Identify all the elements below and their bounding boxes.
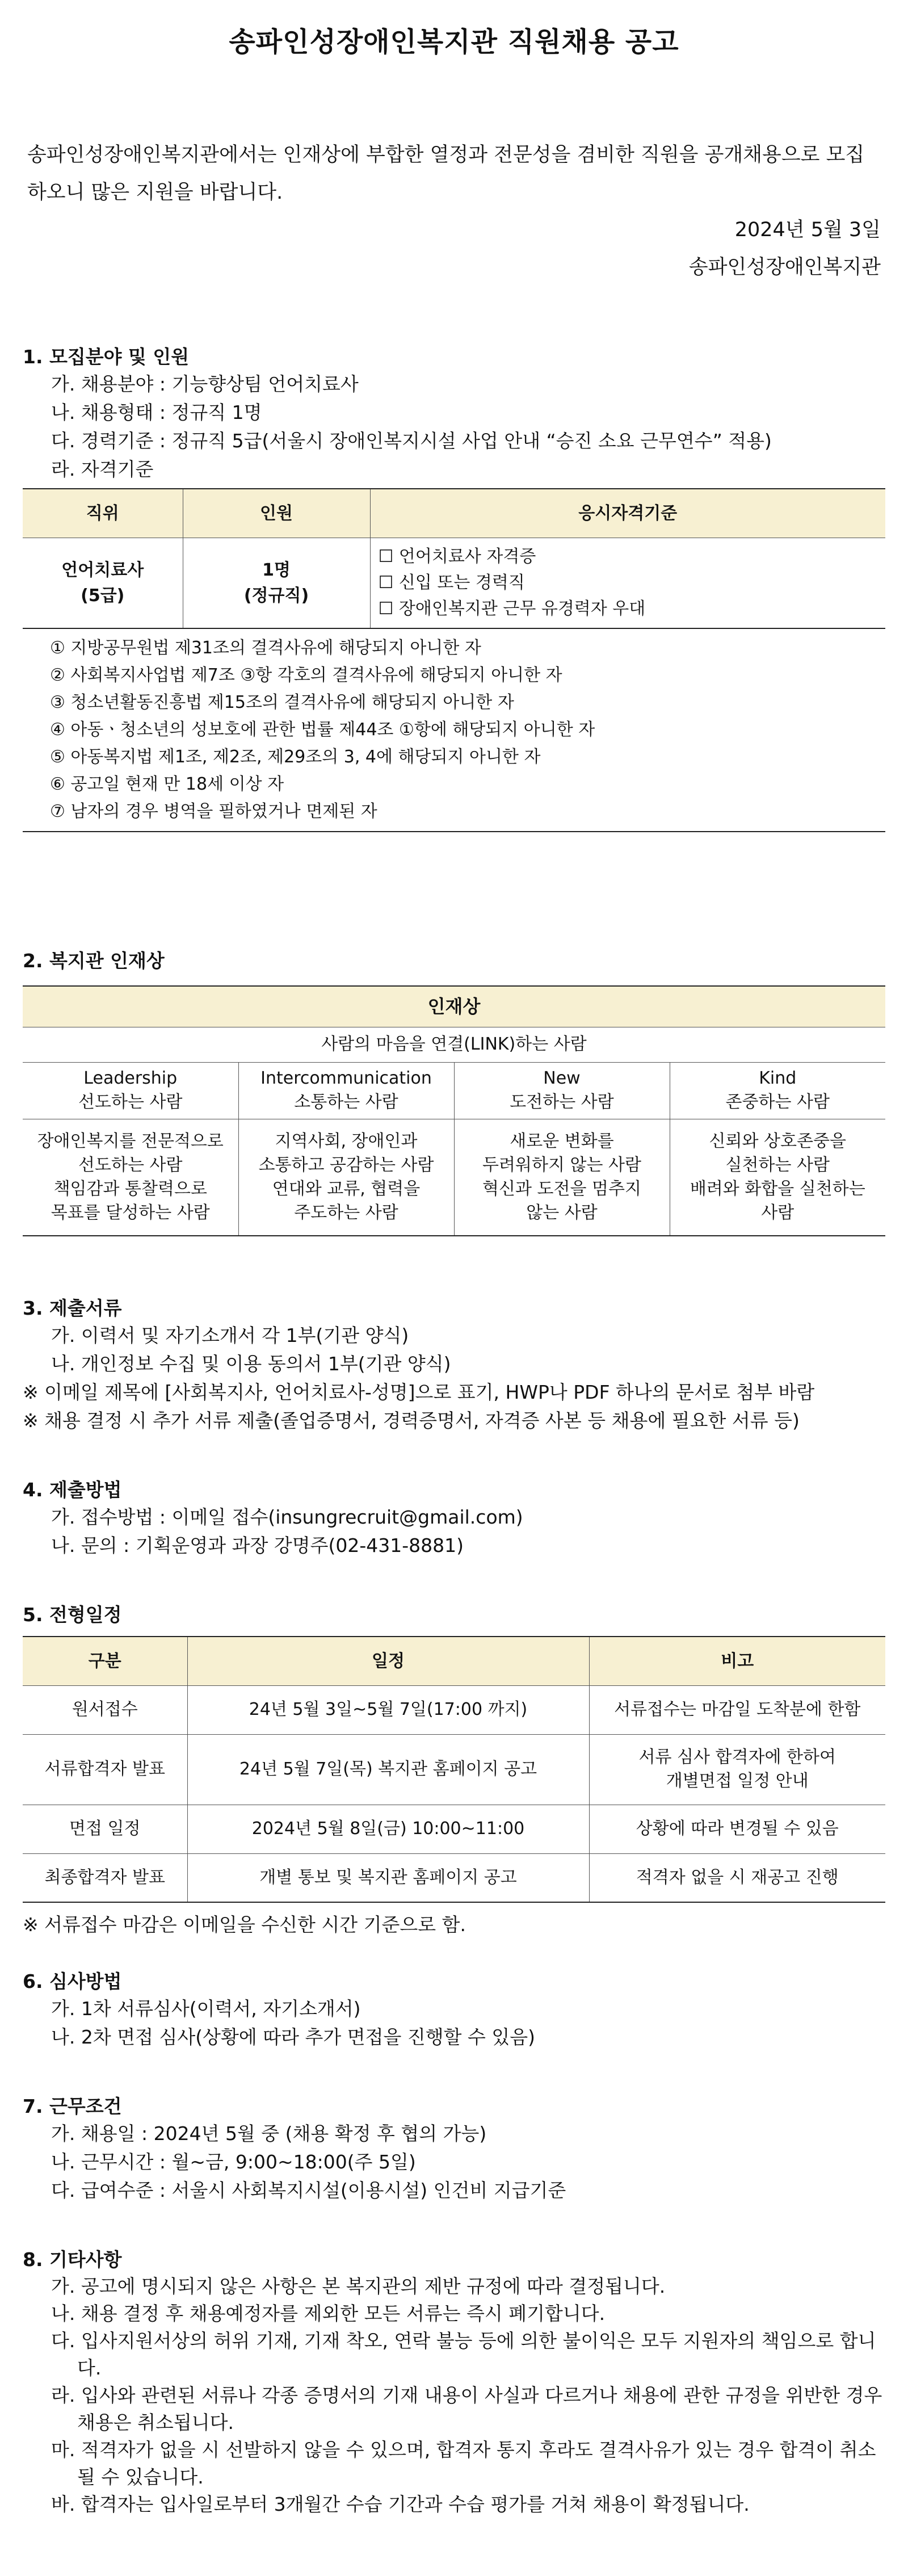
- eligibility-item: ① 지방공무원법 제31조의 결격사유에 해당되지 아니한 자: [50, 638, 481, 658]
- table-header: 인원: [183, 489, 370, 538]
- headcount-cell: [183, 538, 370, 628]
- schedule-cell: 24년 5월 7일(목) 복지관 홈페이지 공고: [187, 1734, 589, 1805]
- schedule-cell: 2024년 5월 8일(금) 10:00~11:00: [187, 1805, 589, 1853]
- table-header: 구분: [23, 1637, 187, 1685]
- eligibility-list: [23, 629, 885, 832]
- info-line: 나. 문의 : 기획운영과 과장 강명주(02-431-8881): [51, 1534, 464, 1556]
- eligibility-item: ⑥ 공고일 현재 만 18세 이상 자: [50, 774, 284, 794]
- talent-header: 인재상: [23, 986, 885, 1027]
- info-line: 다. 급여수준 : 서울시 사회복지시설(이용시설) 인건비 지급기준: [51, 2179, 566, 2201]
- note-line: ※ 서류접수 마감은 이메일을 수신한 시간 기준으로 함.: [23, 1914, 466, 1936]
- desc-line: 않는 사람: [526, 1202, 598, 1223]
- talent-ko: 선도하는 사람: [78, 1092, 183, 1112]
- table-row: [23, 1685, 885, 1734]
- stage-cell: 원서접수: [23, 1685, 187, 1734]
- criteria-item: ☐ 신입 또는 경력직: [378, 572, 525, 593]
- desc-line: 배려와 화합을 실천하는: [690, 1178, 865, 1199]
- remark-line: 서류 심사 합격자에 한하여: [638, 1747, 836, 1767]
- eligibility-item: ④ 아동ㆍ청소년의 성보호에 관한 법률 제44조 ①항에 해당되지 아니한 자: [50, 720, 595, 740]
- talent-title: [23, 1062, 238, 1119]
- remark-cell: [589, 1853, 885, 1902]
- desc-line: 실천하는 사람: [725, 1155, 830, 1175]
- position-cell: [23, 538, 183, 628]
- schedule-cell: 24년 5월 3일~5월 7일(17:00 까지): [187, 1685, 589, 1734]
- table-header: 일정: [187, 1637, 589, 1685]
- remark-line: 개별면접 일정 안내: [666, 1771, 809, 1791]
- talent-table: [23, 985, 885, 1236]
- section-conditions: [23, 2093, 885, 2205]
- talent-title: [238, 1062, 454, 1119]
- headcount: 1명: [262, 560, 291, 580]
- desc-line: 소통하고 공감하는 사람: [258, 1155, 434, 1175]
- remark-line: 서류접수는 마감일 도착분에 한함: [614, 1700, 861, 1719]
- talent-title: [454, 1062, 670, 1119]
- section-recruitment: [23, 344, 885, 832]
- info-line: 가. 채용분야 : 기능향상팀 언어치료사: [51, 373, 359, 395]
- talent-description: [238, 1119, 454, 1236]
- desc-line: 연대와 교류, 협력을: [272, 1178, 421, 1199]
- info-line: 가. 1차 서류심사(이력서, 자기소개서): [51, 1998, 361, 2020]
- table-row: [23, 1805, 885, 1853]
- section-heading: 2. 복지관 인재상: [23, 950, 165, 972]
- section-heading: 7. 근무조건: [23, 2095, 122, 2117]
- info-line: 다. 경력기준 : 정규직 5급(서울시 장애인복지시설 사업 안내 “승진 소요 근무연수” 적용): [51, 430, 772, 452]
- info-line: 바. 합격자는 입사일로부터 3개월간 수습 기간과 수습 평가를 거쳐 채용이 확정됩니다.: [51, 2493, 750, 2515]
- remark-cell: [589, 1685, 885, 1734]
- talent-en: Kind: [759, 1068, 797, 1088]
- intro-text: 송파인성장애인복지관에서는 인재상에 부합한 열정과 전문성을 겸비한 직원을 공개채용으로 모집하오니 많은 지원을 바랍니다.: [27, 144, 865, 204]
- section-talent: [23, 948, 885, 1236]
- section-submission: [23, 1477, 885, 1560]
- remark-line: 상황에 따라 변경될 수 있음: [636, 1819, 839, 1839]
- table-header: 비고: [589, 1637, 885, 1685]
- info-line: 가. 이력서 및 자기소개서 각 1부(기관 양식): [51, 1324, 409, 1346]
- desc-line: 선도하는 사람: [78, 1155, 183, 1175]
- desc-line: 주도하는 사람: [294, 1202, 398, 1223]
- talent-ko: 존중하는 사람: [725, 1092, 830, 1112]
- talent-description: [23, 1119, 238, 1236]
- criteria-item: ☐ 언어치료사 자격증: [378, 546, 536, 567]
- info-line: 다. 입사지원서상의 허위 기재, 기재 착오, 연락 불능 등에 의한 불이익은 모두 지원자의 책임으로 합니다.: [51, 2330, 876, 2379]
- schedule-cell: 개별 통보 및 복지관 홈페이지 공고: [187, 1853, 589, 1902]
- talent-en: Intercommunication: [260, 1068, 432, 1088]
- talent-ko: 소통하는 사람: [294, 1092, 398, 1112]
- remark-line: 적격자 없을 시 재공고 진행: [636, 1867, 839, 1887]
- desc-line: 사람: [761, 1202, 794, 1223]
- stage-cell: 면접 일정: [23, 1805, 187, 1853]
- section-other: [23, 2247, 885, 2518]
- remark-cell: [589, 1805, 885, 1853]
- info-line: 가. 채용일 : 2024년 5월 중 (채용 확정 후 협의 가능): [51, 2122, 487, 2145]
- info-line: 나. 근무시간 : 월~금, 9:00~18:00(주 5일): [51, 2151, 416, 2173]
- talent-subheader: 사람의 마음을 연결(LINK)하는 사람: [23, 1027, 885, 1062]
- notice-date: 2024년 5월 3일: [734, 219, 881, 241]
- desc-line: 신뢰와 상호존중을: [709, 1131, 846, 1151]
- info-line: 가. 공고에 명시되지 않은 사항은 본 복지관의 제반 규정에 따라 결정됩니다.: [51, 2275, 666, 2297]
- desc-line: 새로운 변화를: [510, 1131, 614, 1151]
- section-heading: 6. 심사방법: [23, 1970, 122, 1992]
- criteria-cell: [370, 538, 885, 628]
- eligibility-item: ⑦ 남자의 경우 병역을 필하였거나 면제된 자: [50, 802, 377, 821]
- section-schedule: [23, 1602, 885, 1939]
- eligibility-item: ⑤ 아동복지법 제1조, 제2조, 제29조의 3, 4에 해당되지 아니한 자: [50, 747, 541, 767]
- talent-en: New: [543, 1068, 581, 1088]
- note-line: ※ 이메일 제목에 [사회복지사, 언어치료사-성명]으로 표기, HWP나 PDF 하나의 문서로 첨부 바람: [23, 1381, 815, 1403]
- desc-line: 책임감과 통찰력으로: [53, 1178, 207, 1199]
- eligibility-item: ② 사회복지사업법 제7조 ③항 각호의 결격사유에 해당되지 아니한 자: [50, 665, 562, 685]
- table-row: [23, 1734, 885, 1805]
- schedule-table: [23, 1636, 885, 1903]
- employment-type: (정규직): [243, 585, 309, 606]
- section-documents: [23, 1295, 885, 1435]
- table-row: [23, 1853, 885, 1902]
- info-line: 라. 자격기준: [51, 458, 154, 480]
- note-line: ※ 채용 결정 시 추가 서류 제출(졸업증명서, 경력증명서, 자격증 사본 등 채용에 필요한 서류 등): [23, 1409, 800, 1432]
- table-header: 직위: [23, 489, 183, 538]
- section-heading: 3. 제출서류: [23, 1297, 122, 1319]
- page-title: 송파인성장애인복지관 직원채용 공고: [229, 26, 679, 58]
- desc-line: 혁신과 도전을 멈추지: [482, 1178, 641, 1199]
- section-heading: 8. 기타사항: [23, 2248, 122, 2271]
- stage-cell: 최종합격자 발표: [23, 1853, 187, 1902]
- talent-title: [670, 1062, 885, 1119]
- section-heading: 5. 전형일정: [23, 1604, 122, 1626]
- info-line: 나. 개인정보 수집 및 이용 동의서 1부(기관 양식): [51, 1353, 451, 1375]
- qualification-table: [23, 488, 885, 629]
- position-grade: (5급): [81, 585, 125, 606]
- info-line: 라. 입사와 관련된 서류나 각종 증명서의 기재 내용이 사실과 다르거나 채용에 관한 규정을 위반한 경우 채용은 취소됩니다.: [51, 2384, 882, 2434]
- info-line: 나. 채용형태 : 정규직 1명: [51, 401, 262, 423]
- info-line: 나. 채용 결정 후 채용예정자를 제외한 모든 서류는 즉시 폐기합니다.: [51, 2302, 606, 2325]
- position-name: 언어치료사: [61, 560, 144, 580]
- remark-cell: [589, 1734, 885, 1805]
- info-line: 나. 2차 면접 심사(상황에 따라 추가 면접을 진행할 수 있음): [51, 2026, 535, 2048]
- talent-description: [454, 1119, 670, 1236]
- section-screening: [23, 1969, 885, 2051]
- info-line: 가. 접수방법 : 이메일 접수(insungrecruit@gmail.com): [51, 1506, 523, 1528]
- table-header: 응시자격기준: [370, 489, 885, 538]
- talent-ko: 도전하는 사람: [510, 1092, 614, 1112]
- organization-name: 송파인성장애인복지관: [688, 256, 881, 279]
- talent-en: Leadership: [83, 1068, 178, 1088]
- talent-description: [670, 1119, 885, 1236]
- section-heading: 1. 모집분야 및 인원: [23, 346, 190, 368]
- info-line: 마. 적격자가 없을 시 선발하지 않을 수 있으며, 합격자 통지 후라도 결격사유가 있는 경우 합격이 취소될 수 있습니다.: [51, 2439, 876, 2488]
- section-heading: 4. 제출방법: [23, 1479, 122, 1501]
- eligibility-item: ③ 청소년활동진흥법 제15조의 결격사유에 해당되지 아니한 자: [50, 693, 514, 712]
- desc-line: 두려워하지 않는 사람: [482, 1155, 641, 1175]
- criteria-item: ☐ 장애인복지관 근무 유경력자 우대: [378, 598, 646, 619]
- desc-line: 지역사회, 장애인과: [275, 1131, 418, 1151]
- stage-cell: 서류합격자 발표: [23, 1734, 187, 1805]
- desc-line: 목표를 달성하는 사람: [51, 1202, 210, 1223]
- desc-line: 장애인복지를 전문적으로: [37, 1131, 224, 1151]
